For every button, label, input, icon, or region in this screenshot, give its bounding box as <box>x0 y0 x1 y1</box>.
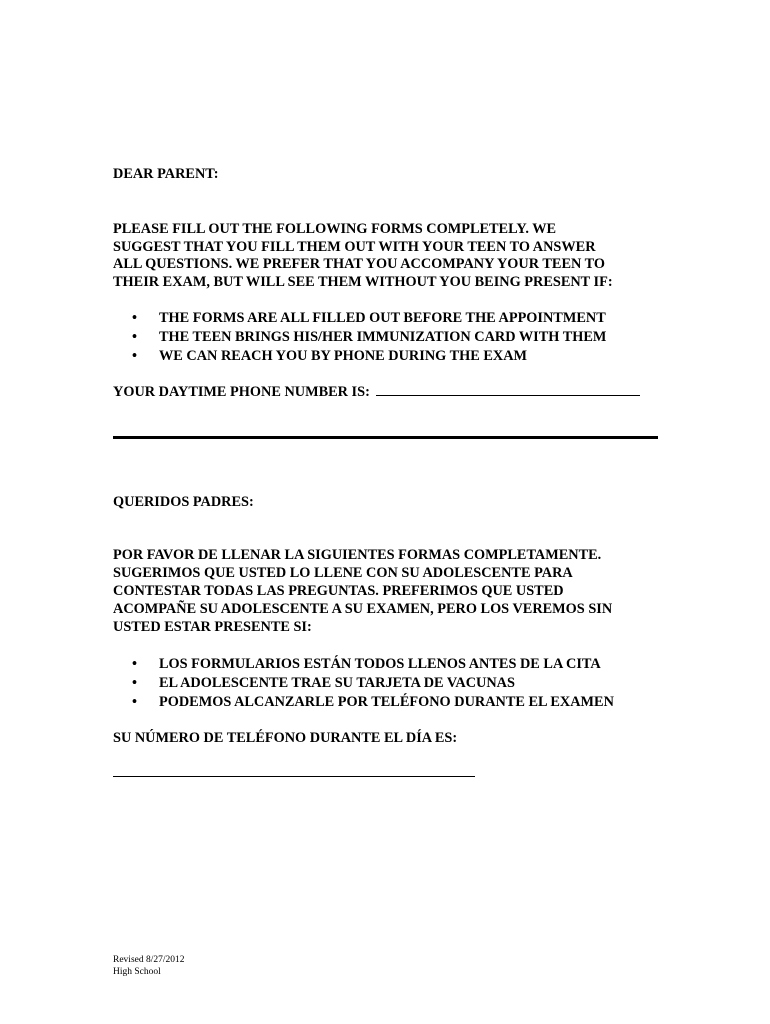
english-phone-row <box>113 384 640 402</box>
list-item: • EL ADOLESCENTE TRAE SU TARJETA DE VACUNAS <box>113 674 614 693</box>
english-phone-label: YOUR DAYTIME PHONE NUMBER IS: <box>113 384 370 400</box>
spanish-paragraph-line: CONTESTAR TODAS LAS PREGUNTAS. PREFERIMOS QUE USTED <box>113 583 564 599</box>
list-item: • LOS FORMULARIOS ESTÁN TODOS LLENOS ANTES DE LA CITA <box>113 655 614 674</box>
section-divider <box>113 436 658 439</box>
list-item: • WE CAN REACH YOU BY PHONE DURING THE EXAM <box>113 347 606 366</box>
spanish-paragraph-line: SUGERIMOS QUE USTED LO LLENE CON SU ADOLESCENTE PARA <box>113 565 573 581</box>
footer-school: High School <box>113 967 161 977</box>
english-phone-field[interactable] <box>376 385 640 396</box>
english-paragraph-line: ALL QUESTIONS. WE PREFER THAT YOU ACCOMPANY YOUR TEEN TO <box>113 256 606 272</box>
spanish-phone-label: SU NÚMERO DE TELÉFONO DURANTE EL DÍA ES: <box>113 730 458 746</box>
english-conditions-list <box>113 309 606 366</box>
spanish-greeting: QUERIDOS PADRES: <box>113 494 254 510</box>
english-paragraph-line: PLEASE FILL OUT THE FOLLOWING FORMS COMPLETELY. WE <box>113 221 557 237</box>
spanish-paragraph-line: ACOMPAÑE SU ADOLESCENTE A SU EXAMEN, PERO LOS VEREMOS SIN <box>113 601 613 617</box>
list-item: • THE FORMS ARE ALL FILLED OUT BEFORE THE APPOINTMENT <box>113 309 606 328</box>
spanish-phone-field[interactable] <box>113 776 475 777</box>
english-paragraph-line: SUGGEST THAT YOU FILL THEM OUT WITH YOUR TEEN TO ANSWER <box>113 238 596 255</box>
english-paragraph-line: THEIR EXAM, BUT WILL SEE THEM WITHOUT YOU BEING PRESENT IF: <box>113 273 613 290</box>
spanish-paragraph-line: POR FAVOR DE LLENAR LA SIGUIENTES FORMAS COMPLETAMENTE. <box>113 547 602 563</box>
list-item: • THE TEEN BRINGS HIS/HER IMMUNIZATION CARD WITH THEM <box>113 328 606 347</box>
list-item: • PODEMOS ALCANZARLE POR TELÉFONO DURANTE EL EXAMEN <box>113 693 614 712</box>
english-greeting: DEAR PARENT: <box>113 166 219 182</box>
footer-revised: Revised 8/27/2012 <box>113 955 185 965</box>
spanish-conditions-list <box>113 655 614 712</box>
spanish-paragraph-line: USTED ESTAR PRESENTE SI: <box>113 619 312 635</box>
